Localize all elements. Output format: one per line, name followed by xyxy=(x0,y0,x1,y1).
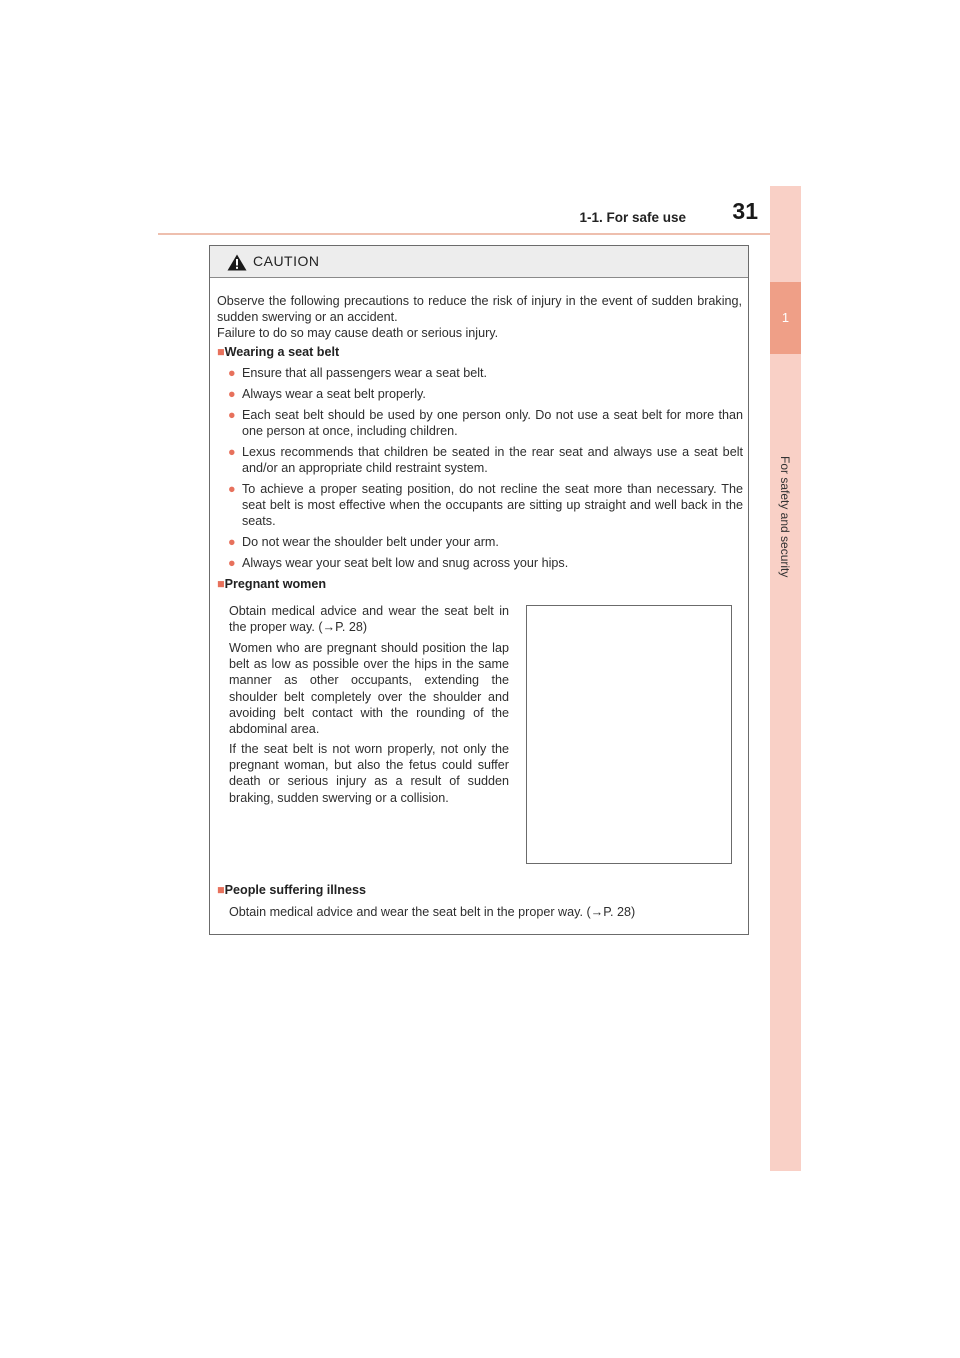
caution-title: CAUTION xyxy=(253,253,320,269)
caution-intro-text-2: Failure to do so may cause death or serious injury. xyxy=(217,326,499,341)
pregnant-heading-text: Pregnant women xyxy=(224,577,327,591)
page-number: 31 xyxy=(732,198,758,224)
circle-bullet-icon: ● xyxy=(228,366,236,380)
chapter-number: 1 xyxy=(770,282,801,354)
circle-bullet-icon: ● xyxy=(228,535,236,549)
pregnant-paragraph: If the seat belt is not worn properly, not only the pregnant woman, but also the fetus could suffer death or serious injury as a result of sudden braking, sudden swerving or a collision. xyxy=(229,742,509,805)
list-item: ● To achieve a proper seating position, do not recline the seat more than necessary. The seat belt is most effective when the occupants are sitting up straight and well back in the seats. xyxy=(228,482,743,529)
list-item: ● Always wear your seat belt low and snug across your hips. xyxy=(228,556,569,570)
pregnant-paragraph: Women who are pregnant should position the lap belt as low as possible over the hips in the same manner as other occupants, extending the shoulder belt completely over the shoulder and avoiding belt contact with the rounding of the abdominal area. xyxy=(229,641,509,737)
chapter-label: For safety and security xyxy=(778,456,792,578)
illness-text: Obtain medical advice and wear the seat belt in the proper way. (→P. 28) xyxy=(229,905,636,919)
list-item: ● Do not wear the shoulder belt under your arm. xyxy=(228,535,499,549)
seat-belt-heading-text: Wearing a seat belt xyxy=(224,345,340,359)
list-item: ● Ensure that all passengers wear a seat belt. xyxy=(228,366,488,380)
warning-triangle-icon xyxy=(227,254,247,271)
caution-box xyxy=(209,245,749,935)
list-item: ● Each seat belt should be used by one person only. Do not use a seat belt for more than one person at once, including children. xyxy=(228,408,743,439)
list-item: ● Lexus recommends that children be seated in the rear seat and always use a seat belt and/or an appropriate child restraint system. xyxy=(228,445,743,476)
circle-bullet-icon: ● xyxy=(228,556,236,570)
page-header xyxy=(158,198,800,234)
header-rule xyxy=(158,233,800,235)
section-title: 1-1. For safe use xyxy=(579,210,686,225)
pregnant-paragraph: Obtain medical advice and wear the seat belt in the proper way. (→P. 28) xyxy=(229,604,509,635)
list-item: ● Always wear a seat belt properly. xyxy=(228,387,426,401)
circle-bullet-icon: ● xyxy=(228,482,236,496)
pregnant-heading xyxy=(217,576,326,592)
circle-bullet-icon: ● xyxy=(228,387,236,401)
square-bullet-icon: ■ xyxy=(217,883,225,897)
square-bullet-icon: ■ xyxy=(217,345,225,359)
caution-intro xyxy=(217,293,742,342)
caution-header xyxy=(210,246,748,278)
illness-heading xyxy=(217,882,366,898)
caution-intro-text: Observe the following precautions to reduce the risk of injury in the event of sudden braking, sudden swerving or an accident. xyxy=(217,294,742,325)
square-bullet-icon: ■ xyxy=(217,577,225,591)
illustration-frame xyxy=(526,605,732,864)
chapter-side-tab xyxy=(770,186,801,1171)
circle-bullet-icon: ● xyxy=(228,408,236,422)
illness-heading-text: People suffering illness xyxy=(224,883,366,897)
circle-bullet-icon: ● xyxy=(228,445,236,459)
seat-belt-heading xyxy=(217,344,339,360)
